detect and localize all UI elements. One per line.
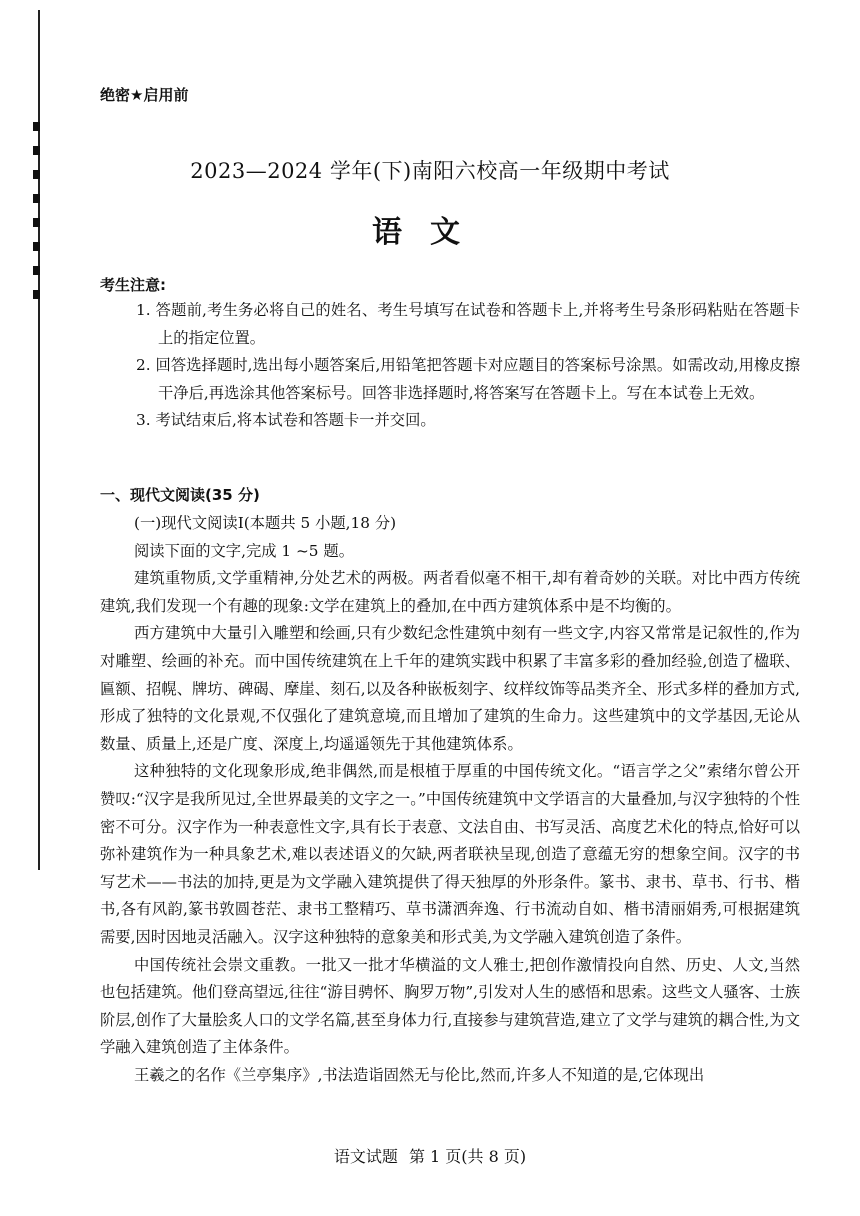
notice-list [100, 297, 800, 435]
notice-heading: 考生注意: [100, 276, 166, 294]
passage-paragraph: 王羲之的名作《兰亭集序》,书法造诣固然无与伦比,然而,许多人不知道的是,它体现出 [134, 1065, 705, 1084]
passage-paragraph: 建筑重物质,文学重精神,分处艺术的两极。两者看似毫不相干,却有着奇妙的关联。对比中西方传统建筑,我们发现一个有趣的现象:文学在建筑上的叠加,在中西方建筑体系中是不均衡的。 [100, 569, 800, 615]
reading-instruction: 阅读下面的文字,完成 1 ~5 题。 [134, 541, 354, 560]
notice-item: 3. 考试结束后,将本试卷和答题卡一并交回。 [136, 411, 436, 430]
secret-label: 绝密★启用前 [100, 86, 189, 104]
exam-subject: 语文 [372, 215, 488, 250]
notice-item: 2. 回答选择题时,选出每小题答案后,用铅笔把答题卡对应题目的答案标号涂黑。如需改动,用橡皮擦干净后,再选涂其他答案标号。回答非选择题时,将答案写在答题卡上。写在本试卷上无效。 [136, 356, 800, 402]
exam-title: 2023—2024 学年(下)南阳六校高一年级期中考试 [190, 159, 670, 183]
reading-passage [100, 510, 800, 1089]
passage-paragraph: 中国传统社会崇文重教。一批又一批才华横溢的文人雅士,把创作激情投向自然、历史、人文,当然也包括建筑。他们登高望远,往往“游目骋怀、胸罗万物”,引发对人生的感悟和思索。这些文人骚客、士族阶层,创作了大量脍炙人口的文学名篇,甚至身体力行,直接参与建筑营造,建立了文学与建筑的耦合性,为文学融入建筑创造了主体条件。 [100, 955, 800, 1057]
notice-item: 1. 答题前,考生务必将自己的姓名、考生号填写在试卷和答题卡上,并将考生号条形码粘贴在答题卡上的指定位置。 [136, 301, 800, 347]
page-footer [0, 1144, 860, 1167]
footer-page-number: 第 1 页(共 8 页) [408, 1147, 527, 1166]
binding-mark [33, 194, 40, 203]
section-subheading: (一)现代文阅读Ⅰ(本题共 5 小题,18 分) [134, 514, 397, 532]
binding-mark [33, 266, 40, 275]
footer-subject: 语文试题 [333, 1147, 398, 1166]
binding-line [38, 10, 40, 870]
binding-mark [33, 290, 40, 299]
binding-mark [33, 146, 40, 155]
passage-paragraph: 这种独特的文化现象形成,绝非偶然,而是根植于厚重的中国传统文化。“语言学之父”索绪尔曾公开赞叹:“汉字是我所见过,全世界最美的文字之一。”中国传统建筑中文学语言的大量叠加,与汉字独特的个性密不可分。汉字作为一种表意性文字,具有长于表意、文法自由、书写灵活、高度艺术化的特点,恰好可以弥补建筑作为一种具象艺术,难以表述语义的欠缺,两者联袂呈现,创造了意蕴无穷的想象空间。汉字的书写艺术——书法的加持,更是为文学融入建筑提供了得天独厚的外形条件。篆书、隶书、草书、行书、楷书,各有风韵,篆书敦圆苍茫、隶书工整精巧、草书潇洒奔逸、行书流动自如、楷书清丽娟秀,可根据建筑需要,因时因地灵活融入。汉字这种独特的意象美和形式美,为文学融入建筑创造了条件。 [100, 762, 800, 946]
binding-mark [33, 122, 40, 131]
section-heading: 一、现代文阅读(35 分) [100, 486, 260, 504]
passage-paragraph: 西方建筑中大量引入雕塑和绘画,只有少数纪念性建筑中刻有一些文字,内容又常常是记叙性的,作为对雕塑、绘画的补充。而中国传统建筑在上千年的建筑实践中积累了丰富多彩的叠加经验,创造了楹联、匾额、招幌、牌坊、碑碣、摩崖、刻石,以及各种嵌板刻字、纹样纹饰等品类齐全、形式多样的叠加方式,形成了独特的文化景观,不仅强化了建筑意境,而且增加了建筑的生命力。这些建筑中的文学基因,无论从数量、质量上,还是广度、深度上,均遥遥领先于其他建筑体系。 [100, 624, 800, 753]
